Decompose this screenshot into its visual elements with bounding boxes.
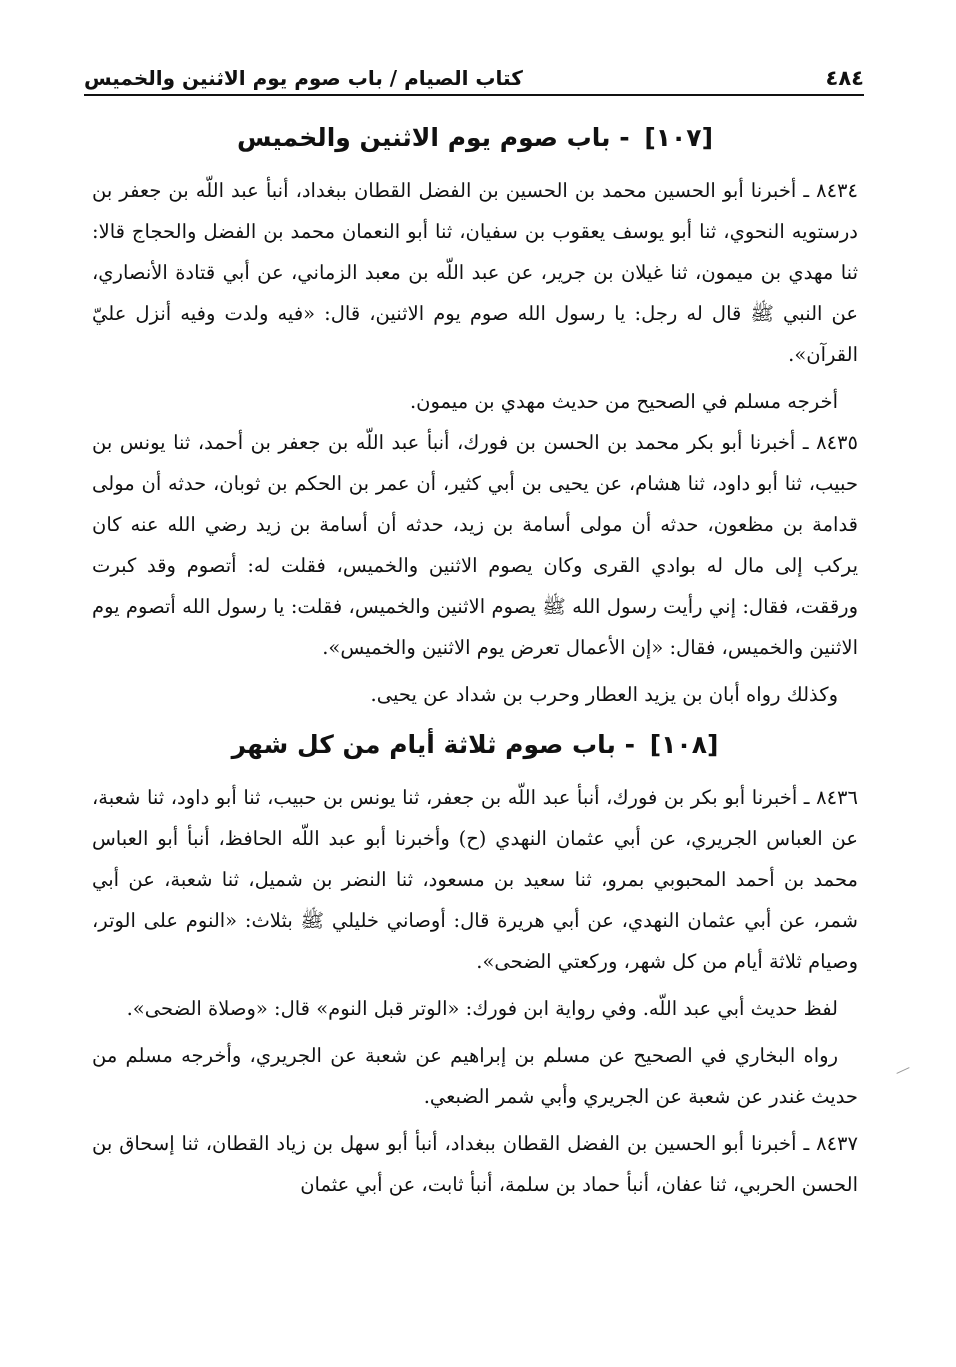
takhrij-note: وكذلك رواه أبان بن يزيد العطار وحرب بن شداد عن يحيى. [370, 683, 838, 706]
hadith-text: ـ أخبرنا أبو بكر محمد بن الحسن بن فورك، أنبأ عبد اللّه بن جعفر بن أحمد، ثنا يونس بن حبيب، ثنا أبو داود، ثنا هشام، عن يحيى بن أبي كثير، أن عمر بن الحكم بن ثوبان، حدثه أن مولى قدامة بن مظعون، حدثه أن مولى أسامة بن زيد، حدثه أن أسامة بن زيد رضي الله عنه كان يركب إلى مال له بوادي القرى وكان يصوم الاثنين والخميس، فقلت له: أتصوم وقد كبرت ورققت، فقال: إني رأيت رسول الله ﷺ يصوم الاثنين والخميس، فقلت: يا رسول الله أتصوم يوم الاثنين والخميس، فقال: «إن الأعمال تعرض يوم الاثنين والخميس». [92, 431, 858, 659]
chapter-heading-108 [92, 725, 858, 765]
hadith-paragraph [92, 1123, 858, 1205]
hadith-paragraph [92, 170, 858, 375]
takhrij-note: لفظ حديث أبي عبد اللّه. وفي رواية ابن فورك: «الوتر قبل النوم» قال: «وصلاة الضحى». [126, 997, 838, 1020]
page-body [92, 108, 858, 1205]
chapter-number: [١٠٧] [644, 123, 713, 152]
page-number: ٤٨٤ [825, 66, 864, 90]
hadith-text: ـ أخبرنا أبو الحسين بن الفضل القطان ببغداد، أنبأ أبو سهل بن زياد القطان، ثنا إسحاق بن الحسن الحربي، ثنا عفان، أنبأ حماد بن سلمة، أنبأ ثابت، عن أبي عثمان [92, 1132, 858, 1196]
chapter-number: [١٠٨] [649, 730, 719, 759]
hadith-number: ٨٤٣٥ [816, 431, 858, 454]
chapter-heading-107 [92, 118, 858, 158]
running-header [84, 60, 864, 96]
hadith-paragraph [92, 422, 858, 668]
running-title: كتاب الصيام / باب صوم يوم الاثنين والخميس [84, 66, 523, 90]
takhrij-note: أخرجه مسلم في الصحيح من حديث مهدي بن ميمون. [409, 390, 838, 413]
hadith-number: ٨٤٣٤ [816, 179, 858, 202]
hadith-text: ـ أخبرنا أبو الحسين محمد بن الحسين بن الفضل القطان ببغداد، أنبأ عبد اللّه بن جعفر بن درستويه النحوي، ثنا أبو يوسف يعقوب بن سفيان، ثنا أبو النعمان محمد بن الفضل والحجاج قالا: ثنا مهدي بن ميمون، ثنا غيلان بن جرير، عن عبد اللّه بن معبد الزماني، عن أبي قتادة الأنصاري، عن النبي ﷺ قال له رجل: يا رسول الله صوم يوم الاثنين، قال: «فيه ولدت وفيه أنزل عليّ القرآن». [92, 179, 858, 366]
stray-pen-mark [896, 1067, 909, 1074]
takhrij-note: رواه البخاري في الصحيح عن مسلم بن إبراهيم عن شعبة عن الجريري، وأخرجه مسلم من حديث غندر عن شعبة عن الجريري وأبي شمر الضبعي. [92, 1044, 858, 1108]
hadith-number: ٨٤٣٦ [816, 786, 859, 809]
chapter-title: - باب صوم يوم الاثنين والخميس [236, 123, 630, 152]
hadith-paragraph [92, 777, 858, 982]
chapter-title: - باب صوم ثلاثة أيام من كل شهر [231, 730, 636, 759]
hadith-number: ٨٤٣٧ [816, 1132, 858, 1155]
hadith-text: ـ أخبرنا أبو بكر بن فورك، أنبأ عبد اللّه بن جعفر، ثنا يونس بن حبيب، ثنا أبو داود، ثنا شعبة، عن العباس الجريري، عن أبي عثمان النهدي (ح) وأخبرنا أبو عبد اللّه الحافظ، أنبأ أبو العباس محمد بن أحمد المحبوبي بمرو، ثنا سعيد بن مسعود، ثنا النضر بن شميل، ثنا شعبة، عن أبي شمر، عن أبي عثمان النهدي، عن أبي هريرة قال: أوصاني خليلي ﷺ بثلاث: «النوم على الوتر، وصيام ثلاثة أيام من كل شهر، وركعتي الضحى». [92, 786, 858, 973]
